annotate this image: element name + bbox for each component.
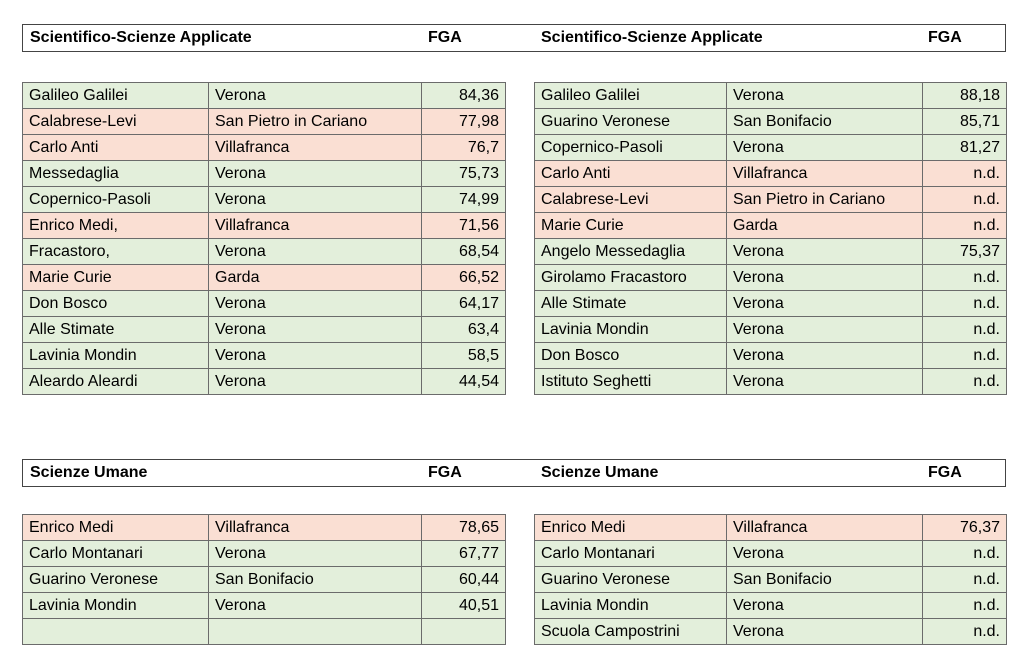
city-cell xyxy=(209,619,422,645)
table-row xyxy=(23,619,506,645)
fga-score-cell: 77,98 xyxy=(422,109,506,135)
city-cell: San Bonifacio xyxy=(727,109,923,135)
table-row xyxy=(535,83,1007,109)
city-cell: Garda xyxy=(727,213,923,239)
school-name-cell: Lavinia Mondin xyxy=(535,317,727,343)
section-title-right: Scienze Umane xyxy=(541,464,659,481)
city-cell: Villafranca xyxy=(727,161,923,187)
school-name-cell: Don Bosco xyxy=(23,291,209,317)
fga-score-cell: 67,77 xyxy=(422,541,506,567)
table-row xyxy=(23,291,506,317)
city-cell: San Bonifacio xyxy=(727,567,923,593)
city-cell: Verona xyxy=(209,593,422,619)
city-cell: Verona xyxy=(727,343,923,369)
table-row xyxy=(23,135,506,161)
city-cell: Verona xyxy=(209,187,422,213)
school-name-cell: Lavinia Mondin xyxy=(535,593,727,619)
school-name-cell: Marie Curie xyxy=(535,213,727,239)
city-cell: Verona xyxy=(209,83,422,109)
table-row xyxy=(23,109,506,135)
school-name-cell: Fracastoro, xyxy=(23,239,209,265)
school-name-cell: Enrico Medi xyxy=(535,515,727,541)
school-name-cell: Copernico-Pasoli xyxy=(535,135,727,161)
school-name-cell: Girolamo Fracastoro xyxy=(535,265,727,291)
city-cell: Villafranca xyxy=(209,515,422,541)
city-cell: Villafranca xyxy=(209,213,422,239)
table-row xyxy=(23,343,506,369)
city-cell: Verona xyxy=(209,239,422,265)
school-name-cell: Calabrese-Levi xyxy=(23,109,209,135)
table-row xyxy=(535,291,1007,317)
city-cell: San Pietro in Cariano xyxy=(727,187,923,213)
school-name-cell: Carlo Montanari xyxy=(23,541,209,567)
table-row xyxy=(535,567,1007,593)
table-row xyxy=(535,135,1007,161)
school-name-cell: Enrico Medi xyxy=(23,515,209,541)
fga-score-cell: n.d. xyxy=(923,317,1007,343)
fga-score-cell: 71,56 xyxy=(422,213,506,239)
fga-score-cell: n.d. xyxy=(923,619,1007,645)
fga-score-cell: 81,27 xyxy=(923,135,1007,161)
table-row xyxy=(535,239,1007,265)
fga-score-cell: 74,99 xyxy=(422,187,506,213)
table-row xyxy=(23,161,506,187)
school-name-cell: Lavinia Mondin xyxy=(23,343,209,369)
city-cell: Verona xyxy=(727,317,923,343)
ranking-table-left xyxy=(22,514,506,645)
city-cell: Verona xyxy=(209,317,422,343)
city-cell: Verona xyxy=(727,291,923,317)
table-row xyxy=(23,515,506,541)
table-row xyxy=(23,239,506,265)
fga-score-cell: n.d. xyxy=(923,593,1007,619)
city-cell: Villafranca xyxy=(727,515,923,541)
city-cell: Verona xyxy=(727,239,923,265)
fga-score-cell xyxy=(422,619,506,645)
fga-score-cell: 88,18 xyxy=(923,83,1007,109)
city-cell: Verona xyxy=(727,83,923,109)
school-name-cell: Carlo Anti xyxy=(535,161,727,187)
school-name-cell: Enrico Medi, xyxy=(23,213,209,239)
school-name-cell: Galileo Galilei xyxy=(535,83,727,109)
fga-score-cell: 84,36 xyxy=(422,83,506,109)
city-cell: Verona xyxy=(727,541,923,567)
school-name-cell: Copernico-Pasoli xyxy=(23,187,209,213)
school-name-cell: Lavinia Mondin xyxy=(23,593,209,619)
city-cell: San Bonifacio xyxy=(209,567,422,593)
table-row xyxy=(535,369,1007,395)
fga-score-cell: 66,52 xyxy=(422,265,506,291)
fga-score-cell: 44,54 xyxy=(422,369,506,395)
school-name-cell: Aleardo Aleardi xyxy=(23,369,209,395)
table-row xyxy=(535,161,1007,187)
table-row xyxy=(535,213,1007,239)
city-cell: Verona xyxy=(209,343,422,369)
school-name-cell: Angelo Messedaglia xyxy=(535,239,727,265)
school-name-cell: Marie Curie xyxy=(23,265,209,291)
city-cell: Verona xyxy=(727,135,923,161)
city-cell: Verona xyxy=(209,369,422,395)
fga-score-cell: 63,4 xyxy=(422,317,506,343)
ranking-table-left xyxy=(22,82,506,395)
city-cell: Verona xyxy=(727,619,923,645)
table-row xyxy=(535,187,1007,213)
city-cell: San Pietro in Cariano xyxy=(209,109,422,135)
school-name-cell: Alle Stimate xyxy=(23,317,209,343)
table-row xyxy=(23,317,506,343)
fga-score-cell: 60,44 xyxy=(422,567,506,593)
table-row xyxy=(535,343,1007,369)
table-row xyxy=(535,593,1007,619)
school-name-cell: Guarino Veronese xyxy=(23,567,209,593)
school-name-cell: Carlo Montanari xyxy=(535,541,727,567)
fga-score-cell: 64,17 xyxy=(422,291,506,317)
ranking-table-right xyxy=(534,514,1007,645)
table-row xyxy=(23,83,506,109)
city-cell: Garda xyxy=(209,265,422,291)
table-row xyxy=(23,593,506,619)
fga-score-cell: n.d. xyxy=(923,291,1007,317)
fga-score-cell: n.d. xyxy=(923,369,1007,395)
section-title-right: Scientifico-Scienze Applicate xyxy=(541,29,763,46)
section-header-bar-2 xyxy=(22,459,1006,487)
fga-header-right: FGA xyxy=(928,29,962,46)
school-name-cell: Scuola Campostrini xyxy=(535,619,727,645)
table-row xyxy=(535,265,1007,291)
fga-score-cell: 76,7 xyxy=(422,135,506,161)
table-row xyxy=(23,187,506,213)
section-title-left: Scientifico-Scienze Applicate xyxy=(30,29,252,46)
fga-score-cell: 85,71 xyxy=(923,109,1007,135)
table-row xyxy=(23,369,506,395)
table-row xyxy=(23,541,506,567)
table-row xyxy=(23,567,506,593)
fga-score-cell: 40,51 xyxy=(422,593,506,619)
city-cell: Verona xyxy=(209,291,422,317)
school-name-cell: Messedaglia xyxy=(23,161,209,187)
city-cell: Villafranca xyxy=(209,135,422,161)
table-row xyxy=(535,619,1007,645)
school-name-cell: Calabrese-Levi xyxy=(535,187,727,213)
fga-score-cell: n.d. xyxy=(923,343,1007,369)
fga-score-cell: 75,37 xyxy=(923,239,1007,265)
table-row xyxy=(23,213,506,239)
fga-score-cell: n.d. xyxy=(923,567,1007,593)
fga-score-cell: n.d. xyxy=(923,213,1007,239)
school-name-cell: Alle Stimate xyxy=(535,291,727,317)
school-name-cell: Istituto Seghetti xyxy=(535,369,727,395)
table-row xyxy=(23,265,506,291)
fga-score-cell: 76,37 xyxy=(923,515,1007,541)
table-row xyxy=(535,515,1007,541)
fga-score-cell: n.d. xyxy=(923,161,1007,187)
school-name-cell: Guarino Veronese xyxy=(535,567,727,593)
table-row xyxy=(535,317,1007,343)
city-cell: Verona xyxy=(727,369,923,395)
fga-score-cell: 58,5 xyxy=(422,343,506,369)
school-name-cell: Carlo Anti xyxy=(23,135,209,161)
fga-score-cell: n.d. xyxy=(923,541,1007,567)
fga-score-cell: n.d. xyxy=(923,187,1007,213)
city-cell: Verona xyxy=(209,541,422,567)
fga-score-cell: 68,54 xyxy=(422,239,506,265)
fga-header-right: FGA xyxy=(928,464,962,481)
table-row xyxy=(535,541,1007,567)
section-title-left: Scienze Umane xyxy=(30,464,148,481)
fga-header-left: FGA xyxy=(428,464,462,481)
table-row xyxy=(535,109,1007,135)
fga-score-cell: n.d. xyxy=(923,265,1007,291)
fga-score-cell: 75,73 xyxy=(422,161,506,187)
fga-score-cell: 78,65 xyxy=(422,515,506,541)
school-name-cell: Galileo Galilei xyxy=(23,83,209,109)
fga-header-left: FGA xyxy=(428,29,462,46)
school-name-cell: Don Bosco xyxy=(535,343,727,369)
school-name-cell: Guarino Veronese xyxy=(535,109,727,135)
school-name-cell xyxy=(23,619,209,645)
city-cell: Verona xyxy=(727,265,923,291)
ranking-table-right xyxy=(534,82,1007,395)
city-cell: Verona xyxy=(727,593,923,619)
city-cell: Verona xyxy=(209,161,422,187)
